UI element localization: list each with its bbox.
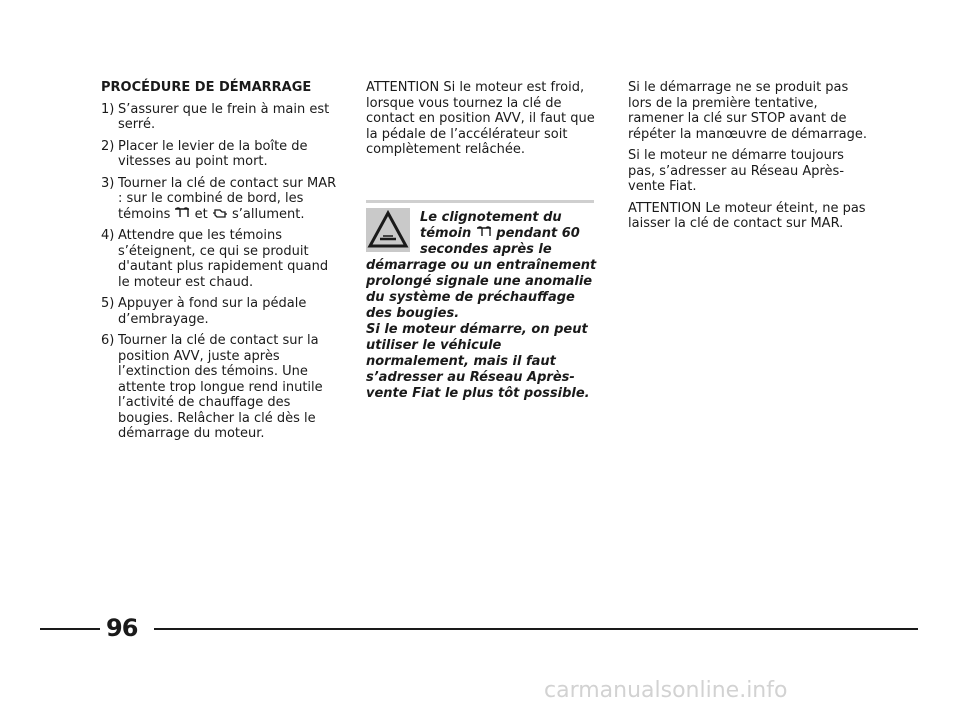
footer-rule-right [154, 628, 918, 630]
step-number: 4) [101, 228, 115, 243]
list-item [101, 333, 341, 442]
list-item [101, 176, 341, 223]
step-number: 6) [101, 333, 115, 348]
attention-paragraph: ATTENTION Si le moteur est froid, lorsque vous tournez la clé de contact en position AVV, il faut que la pédale de l’accélérateur soit complètement relâchée. [366, 80, 595, 157]
warning-text: Si le moteur démarre, on peut utiliser le véhicule normalement, mais il faut s’adresser au Réseau Après-vente Fiat le plus tôt possible. [366, 322, 590, 401]
engine-check-icon [212, 207, 228, 219]
list-item [101, 139, 341, 170]
warning-note [366, 210, 598, 402]
watermark: carmanualsonline.info [544, 678, 788, 703]
list-item [101, 228, 341, 290]
step-text: Tourner la clé de contact sur MAR : sur le combiné de bord, les témoins [118, 175, 337, 222]
step-text: Attendre que les témoins s’éteignent, ce qui se produit d'autant plus rapidement quand le moteur est chaud. [118, 228, 329, 290]
warning-text: pendant 60 secondes après le démarrage ou un entraînement prolongé signale une anomalie du système de préchauffage des bougies. [366, 226, 597, 321]
step-text: Appuyer à fond sur la pédale d’embrayage. [118, 296, 307, 327]
paragraph: Si le moteur ne démarre toujours pas, s’adresser au Réseau Après-vente Fiat. [628, 148, 845, 194]
warning-text: Le clignotement du témoin [420, 210, 562, 241]
left-column [101, 80, 341, 448]
right-column [628, 80, 868, 238]
step-text: et [194, 206, 208, 222]
step-number: 1) [101, 101, 115, 117]
list-item [101, 102, 341, 133]
page-number: 96 [106, 614, 138, 642]
step-text: Placer le levier de la boîte de vitesses au point mort. [118, 138, 308, 169]
list-item [101, 296, 341, 327]
middle-column [366, 80, 596, 164]
step-text: Tourner la clé de contact sur la position AVV, juste après l’extinction des témoins. Une attente trop longue rend inutile l’activité de chauffage des bougies. Relâcher la clé dès le démarrage du moteur. [118, 333, 323, 441]
section-divider [366, 200, 594, 203]
paragraph: Si le démarrage ne se produit pas lors de la première tentative, ramener la clé sur STOP avant de répéter la manœuvre de démarrage. [628, 80, 867, 142]
icon-spacer [366, 210, 420, 256]
step-number: 5) [101, 296, 115, 311]
step-number: 3) [101, 175, 115, 191]
paragraph: ATTENTION Le moteur éteint, ne pas laisser la clé de contact sur MAR. [628, 200, 866, 231]
footer-rule-left [40, 628, 100, 630]
glow-plug-icon [476, 226, 492, 238]
step-text: s’allument. [232, 206, 305, 222]
section-heading: PROCÉDURE DE DÉMARRAGE [101, 80, 312, 95]
step-number: 2) [101, 138, 115, 154]
steps-list [101, 102, 341, 442]
glow-plug-icon [174, 207, 190, 219]
step-text: S’assurer que le frein à main est serré. [118, 101, 330, 132]
